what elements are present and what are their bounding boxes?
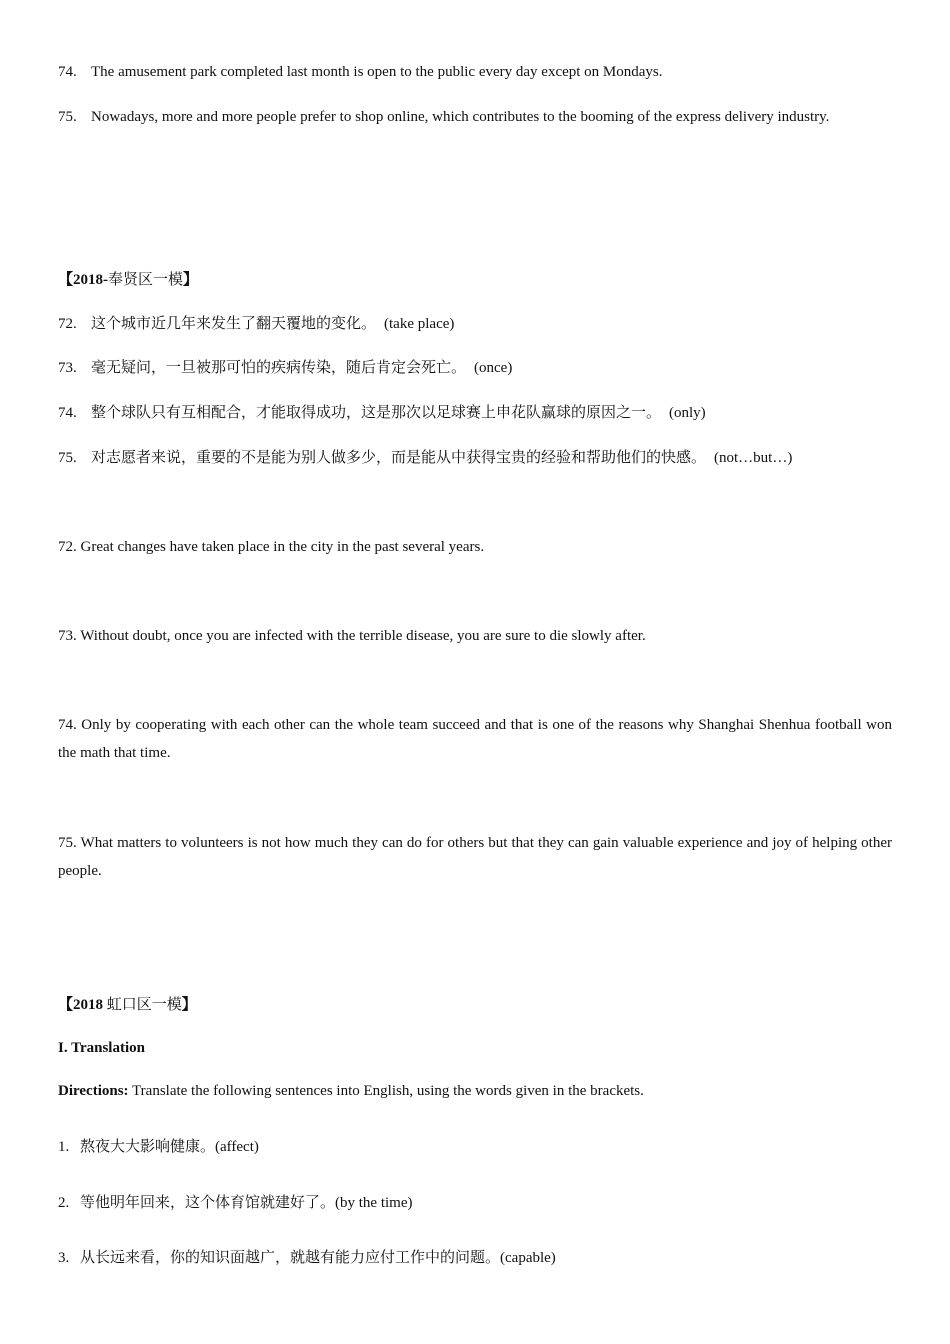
hongkou-question-1: 1. 熬夜大大影响健康。(affect)	[58, 1139, 259, 1155]
hongkou-question-3: 3. 从长远来看，你的知识面越广，就越有能力应付工作中的问题。(capable)	[58, 1250, 556, 1266]
directions: Directions: Translate the following sentences into English, using the words given in the brackets.	[58, 1083, 644, 1099]
question-72: 72. 这个城市近几年来发生了翻天覆地的变化。 (take place)	[58, 316, 455, 332]
question-75: 75. 对志愿者来说，重要的不是能为别人做多少，而是能从中获得宝贵的经验和帮助他们的快感。 (not…but…)	[58, 450, 793, 466]
answer-74-prev: 74. The amusement park completed last month is open to the public every day except on Mondays.	[58, 64, 663, 80]
question-74: 74. 整个球队只有互相配合，才能取得成功，这是那次以足球赛上申花队赢球的原因之一。 (only)	[58, 405, 706, 421]
answer-73: 73. Without doubt, once you are infected with the terrible disease, you are sure to die slowly after.	[58, 628, 646, 644]
answer-74: 74. Only by cooperating with each other can the whole team succeed and that is one of the reasons why Shanghai Shenhua football won the math that time.	[58, 717, 892, 761]
part-title: I. Translation	[58, 1040, 145, 1056]
answer-75: 75. What matters to volunteers is not how much they can do for others but that they can gain valuable experience and joy of helping other people.	[58, 835, 892, 879]
answer-75-prev: 75. Nowadays, more and more people prefer to shop online, which contributes to the booming of the express delivery industry.	[58, 109, 830, 125]
section-heading-hongkou: 【2018 虹口区一模】	[58, 997, 197, 1013]
question-73: 73. 毫无疑问，一旦被那可怕的疾病传染，随后肯定会死亡。 (once)	[58, 360, 513, 376]
section-heading-fengxian: 【2018-奉贤区一模】	[58, 272, 199, 288]
answer-72: 72. Great changes have taken place in the city in the past several years.	[58, 539, 485, 555]
hongkou-question-2: 2. 等他明年回来，这个体育馆就建好了。(by the time)	[58, 1195, 413, 1211]
